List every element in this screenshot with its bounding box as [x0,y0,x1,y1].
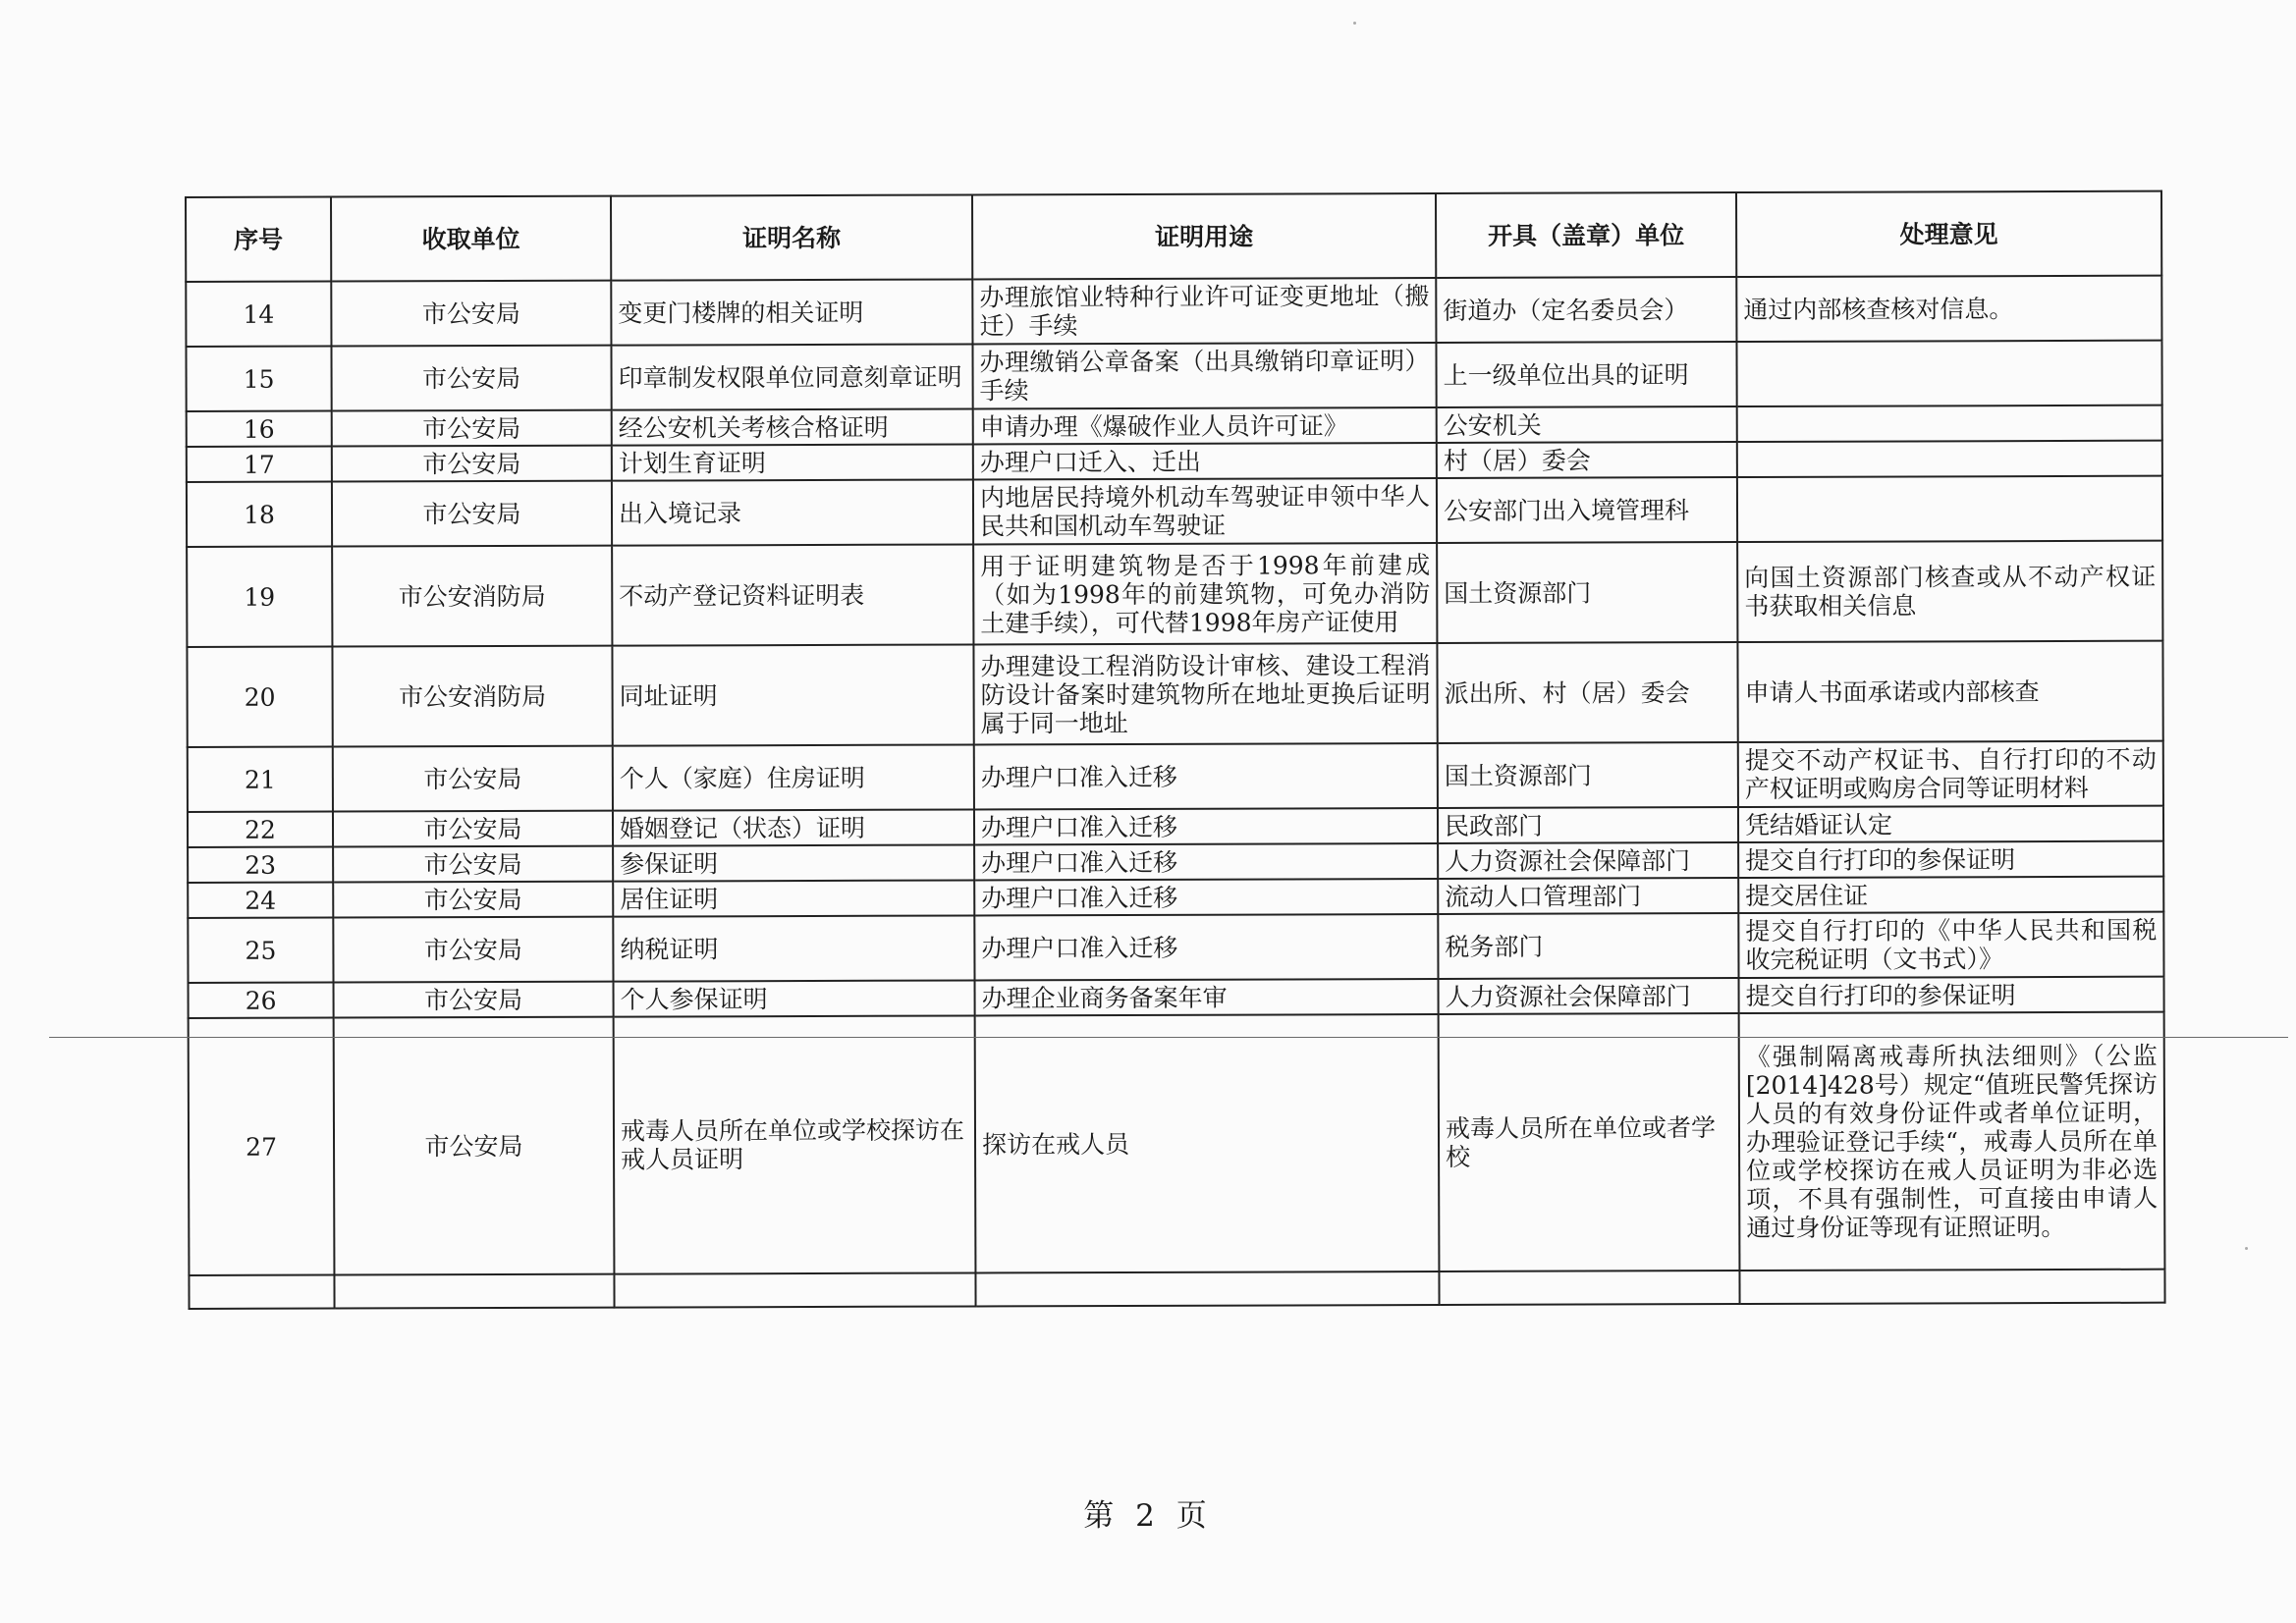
row-serial-number: 19 [187,547,332,647]
row-handling-opinion: 向国土资源部门核查或从不动产权证书获取相关信息 [1737,541,2162,642]
row-receiving-unit: 市公安消防局 [332,646,612,747]
row-handling-opinion: 提交不动产权证书、自行打印的不动产权证明或购房合同等证明材料 [1738,741,2163,807]
row-certificate-purpose: 办理户口准入迁移 [974,808,1438,844]
table-row [188,912,2163,983]
row-serial-number: 16 [187,411,332,447]
row-certificate-purpose: 办理户口准入迁移 [974,914,1438,980]
row-handling-opinion: 《强制隔离戒毒所执法细则》（公监[2014]428号）规定“值班民警凭探访人员的有效身份证件或者单位证明，办理验证登记手续“，戒毒人员所在单位或学校探访在戒人员证明为非必选项，不具有强制性，可直接由申请人通过身份证等现有证照证明。 [1739,1012,2165,1271]
row-serial-number: 24 [188,883,333,918]
table-row [186,341,2161,411]
row-issuing-unit: 戒毒人员所在单位或者学校 [1439,1013,1740,1271]
row-certificate-name: 参保证明 [613,844,974,881]
row-serial-number: 17 [187,447,332,482]
row-issuing-unit: 民政部门 [1438,807,1738,843]
row-certificate-purpose: 办理旅馆业特种行业许可证变更地址（搬迁）手续 [972,278,1436,344]
row-handling-opinion: 凭结婚证认定 [1738,806,2163,842]
row-certificate-name: 纳税证明 [613,915,974,981]
row-issuing-unit: 流动人口管理部门 [1438,878,1738,914]
row-receiving-unit: 市公安局 [332,446,612,482]
row-certificate-purpose: 办理户口准入迁移 [974,743,1438,809]
empty-cell [334,1274,614,1309]
row-serial-number: 20 [187,647,332,747]
header-serial-number: 序号 [186,197,331,282]
row-handling-opinion: 申请人书面承诺或内部核查 [1737,641,2162,742]
scan-speck [2245,1247,2248,1250]
row-handling-opinion: 提交居住证 [1738,877,2163,913]
row-handling-opinion: 提交自行打印的参保证明 [1738,841,2163,878]
row-issuing-unit: 公安机关 [1437,406,1737,443]
table-header-row [186,191,2161,282]
row-certificate-purpose: 申请办理《爆破作业人员许可证》 [973,407,1437,444]
row-serial-number: 18 [187,482,332,547]
empty-cell [189,1275,334,1309]
row-certificate-name: 不动产登记资料证明表 [612,544,973,645]
row-certificate-name: 戒毒人员所在单位或学校探访在戒人员证明 [614,1015,976,1273]
row-receiving-unit: 市公安局 [334,982,614,1018]
row-serial-number: 26 [189,983,334,1018]
scan-artifact-line [49,1037,2288,1038]
empty-cell [614,1272,975,1307]
table-row [187,541,2162,647]
row-issuing-unit: 国土资源部门 [1438,742,1738,808]
row-receiving-unit: 市公安局 [333,882,613,918]
table-row [187,641,2162,747]
row-issuing-unit: 公安部门出入境管理科 [1437,477,1737,543]
empty-cell [1439,1271,1739,1305]
row-certificate-purpose: 办理户口迁入、迁出 [973,443,1437,479]
row-certificate-name: 居住证明 [613,880,974,916]
row-issuing-unit: 人力资源社会保障部门 [1439,978,1739,1014]
row-handling-opinion [1736,341,2161,406]
row-issuing-unit: 税务部门 [1438,913,1738,979]
row-issuing-unit: 派出所、村（居）委会 [1437,642,1737,743]
row-serial-number: 22 [188,812,333,847]
row-handling-opinion: 提交自行打印的《中华人民共和国税收完税证明（文书式）》 [1738,912,2163,978]
table-row [188,741,2163,812]
row-receiving-unit: 市公安消防局 [332,546,612,647]
header-handling-opinion: 处理意见 [1736,191,2161,277]
row-certificate-name: 个人（家庭）住房证明 [613,744,974,810]
row-handling-opinion [1737,476,2162,542]
row-issuing-unit: 国土资源部门 [1437,542,1737,643]
row-handling-opinion: 提交自行打印的参保证明 [1739,977,2164,1013]
table-row-empty [189,1270,2164,1309]
row-receiving-unit: 市公安局 [333,746,613,812]
row-certificate-purpose: 用于证明建筑物是否于1998年前建成（如为1998年的前建筑物，可免办消防土建手续），可代替1998年房产证使用 [973,543,1437,644]
header-receiving-unit: 收取单位 [331,196,611,282]
row-receiving-unit: 市公安局 [331,346,611,411]
row-certificate-purpose: 办理建设工程消防设计审核、建设工程消防设计备案时建筑物所在地址更换后证明属于同一地址 [973,643,1437,744]
row-certificate-name: 印章制发权限单位同意刻章证明 [611,344,972,409]
row-receiving-unit: 市公安局 [333,846,613,883]
table-row [186,276,2161,347]
row-receiving-unit: 市公安局 [334,1017,615,1275]
row-certificate-purpose: 办理企业商务备案年审 [975,979,1439,1015]
page-number: 第 2 页 [1083,1498,1213,1534]
table-row [189,1012,2165,1275]
row-receiving-unit: 市公安局 [332,410,612,447]
row-serial-number: 23 [188,847,333,883]
row-certificate-purpose: 办理户口准入迁移 [974,843,1438,880]
scan-speck [1353,22,1356,25]
row-certificate-name: 经公安机关考核合格证明 [612,408,973,445]
row-serial-number: 25 [188,918,333,983]
row-serial-number: 27 [189,1018,335,1275]
row-issuing-unit: 人力资源社会保障部门 [1438,842,1738,879]
row-serial-number: 21 [188,747,333,812]
row-issuing-unit: 上一级单位出具的证明 [1436,342,1736,407]
row-certificate-name: 计划生育证明 [612,444,973,480]
row-serial-number: 15 [186,347,331,411]
row-handling-opinion [1737,406,2162,442]
row-certificate-purpose: 探访在戒人员 [975,1014,1440,1272]
row-issuing-unit: 街道办（定名委员会） [1436,277,1736,343]
row-certificate-name: 变更门楼牌的相关证明 [611,279,972,345]
row-certificate-purpose: 内地居民持境外机动车驾驶证申领中华人民共和国机动车驾驶证 [973,478,1437,544]
certificate-table [185,190,2166,1310]
row-certificate-name: 同址证明 [612,644,973,745]
header-issuing-unit: 开具（盖章）单位 [1436,192,1736,278]
row-certificate-purpose: 办理户口准入迁移 [974,879,1438,915]
row-receiving-unit: 市公安局 [333,811,613,847]
row-handling-opinion: 通过内部核查核对信息。 [1736,276,2161,342]
row-certificate-name: 个人参保证明 [614,980,975,1016]
row-handling-opinion [1737,441,2162,477]
row-receiving-unit: 市公安局 [333,917,613,983]
header-certificate-purpose: 证明用途 [972,193,1436,279]
row-issuing-unit: 村（居）委会 [1437,442,1737,478]
row-certificate-name: 出入境记录 [612,479,973,545]
empty-cell [975,1271,1439,1306]
row-receiving-unit: 市公安局 [331,281,611,347]
empty-cell [1739,1270,2164,1304]
row-serial-number: 14 [186,282,331,347]
row-certificate-purpose: 办理缴销公章备案（出具缴销印章证明）手续 [972,343,1436,408]
table-row [187,476,2162,547]
header-certificate-name: 证明名称 [611,194,972,280]
row-certificate-name: 婚姻登记（状态）证明 [613,809,974,845]
row-receiving-unit: 市公安局 [332,481,612,547]
